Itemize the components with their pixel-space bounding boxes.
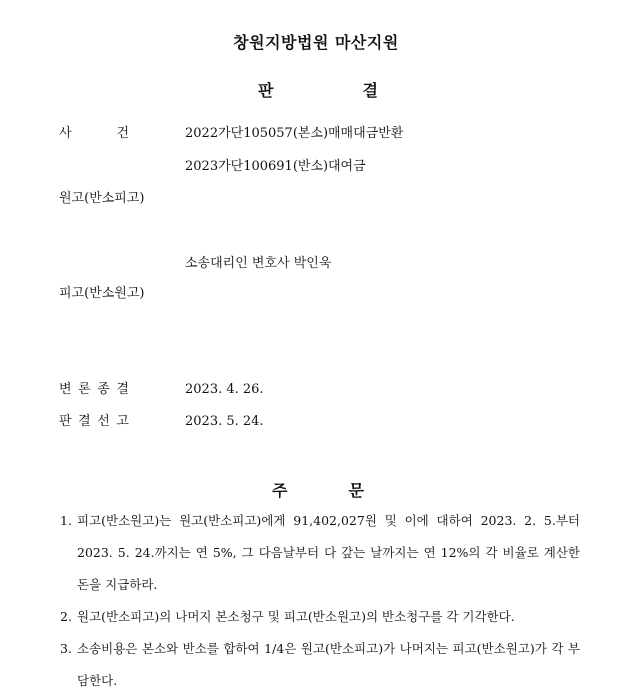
order-item-number: 3. — [60, 641, 72, 656]
order-item-2 — [60, 601, 580, 633]
case-number-main: 2022가단105057(본소) — [185, 126, 329, 141]
plaintiff-label: 원고(반소피고) — [59, 191, 145, 206]
closing-date: 2023. 4. 26. — [185, 382, 264, 397]
judgment-heading-char: 판 — [258, 81, 274, 100]
orders-heading — [272, 478, 364, 501]
order-item-text: 피고(반소원고)는 원고(반소피고)에게 91,402,027원 및 이에 대하여 2023. 2. 5.부터 2023. 5. 24.까지는 연 5%, 그 다음날부터 다 갚는 날까지는 연 12%의 각 비율로 계산한 돈을 지급하라. — [77, 513, 580, 592]
order-item-text: 소송비용은 본소와 반소를 합하여 1/4은 원고(반소피고)가 나머지는 피고(반소원고)가 각 부담한다. — [77, 641, 580, 688]
order-item-1 — [60, 505, 580, 601]
ruling-date: 2023. 5. 24. — [185, 414, 264, 429]
court-name: 창원지방법원 마산지원 — [233, 33, 399, 52]
closing-label-char: 론 — [78, 382, 91, 397]
case-label-char: 건 — [116, 126, 129, 141]
orders-heading-char: 주 — [272, 481, 288, 500]
ruling-label-char: 결 — [78, 414, 91, 429]
ruling-label — [59, 414, 129, 430]
order-item-number: 1. — [60, 513, 72, 528]
order-item-text: 원고(반소피고)의 나머지 본소청구 및 피고(반소원고)의 반소청구를 각 기각한다. — [77, 609, 515, 624]
case-label — [59, 126, 129, 142]
case-number-counter: 2023가단100691(반소) — [185, 159, 329, 174]
closing-label-char: 종 — [97, 382, 110, 397]
judgment-heading — [258, 78, 378, 101]
closing-label — [59, 382, 129, 398]
orders-heading-char: 문 — [348, 481, 364, 500]
judgment-heading-char: 결 — [362, 81, 378, 100]
closing-label-char: 결 — [116, 382, 129, 397]
case-name-counter: 대여금 — [328, 159, 366, 174]
ruling-label-char: 선 — [97, 414, 110, 429]
order-item-number: 2. — [60, 609, 72, 624]
defendant-label: 피고(반소원고) — [59, 286, 145, 301]
case-label-char: 사 — [59, 126, 72, 141]
ruling-label-char: 고 — [116, 414, 129, 429]
order-item-3 — [60, 633, 580, 697]
plaintiff-attorney: 소송대리인 변호사 박인욱 — [185, 256, 332, 271]
closing-label-char: 변 — [59, 382, 72, 397]
case-name-main: 매매대금반환 — [328, 126, 404, 141]
ruling-label-char: 판 — [59, 414, 72, 429]
